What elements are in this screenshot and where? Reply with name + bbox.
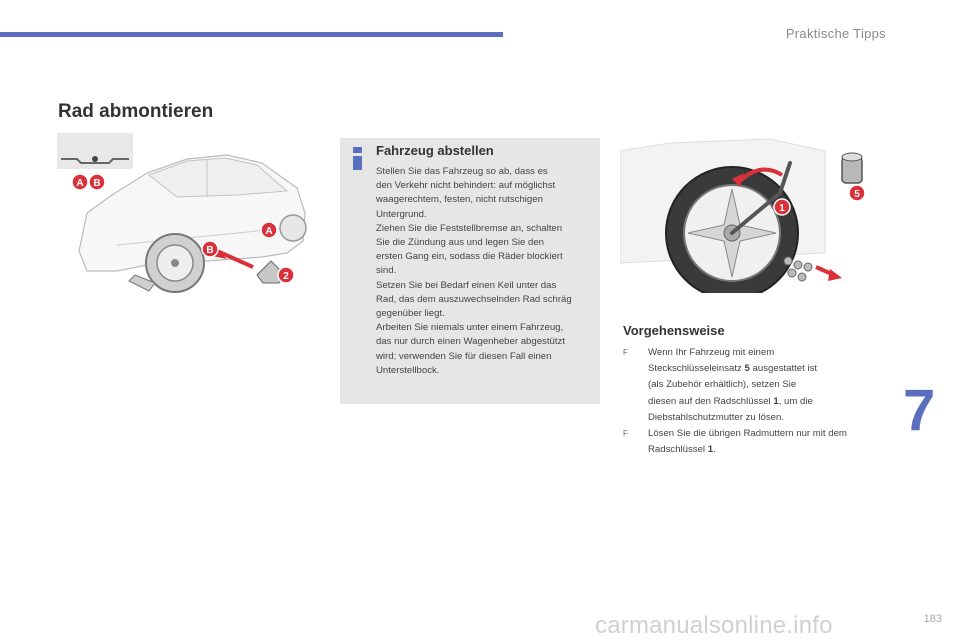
badge-label: 5 — [854, 189, 860, 200]
info-title: Fahrzeug abstellen — [376, 143, 494, 158]
info-body — [376, 165, 598, 378]
info-line: waagerechtem, festen, nicht rutschigen — [376, 194, 543, 206]
badge-label: 1 — [779, 203, 785, 214]
bullet-icon: F — [623, 429, 628, 439]
procedure-step — [623, 345, 893, 426]
procedure-step — [623, 426, 893, 458]
info-line: Arbeiten Sie niemals unter einem Fahrzeug, — [376, 322, 564, 334]
page-heading: Rad abmontieren — [58, 101, 214, 122]
badge-label: B — [93, 178, 101, 189]
info-line: Sie die Zündung aus und legen Sie den — [376, 237, 545, 249]
bullet-icon: F — [623, 348, 628, 357]
badge-label: A — [76, 178, 84, 189]
info-line: wird; verwenden Sie für diesen Fall einen — [376, 350, 552, 362]
step-line: diesen auf den Radschlüssel 1, um die — [648, 395, 813, 407]
badge-label: A — [265, 226, 273, 237]
info-line: Setzen Sie bei Bedarf einen Keil unter das — [376, 279, 557, 291]
step-line: (als Zubehör erhältlich), setzen Sie — [648, 379, 797, 391]
step-line: Diebstahlschutzmutter zu lösen. — [648, 411, 784, 423]
info-line: Ziehen Sie die Feststellbremse an, schalten — [376, 222, 563, 234]
info-line: Untergrund. — [376, 208, 427, 220]
info-line: Rad, das dem auszuwechselnden Rad schräg — [376, 293, 572, 305]
info-line: sind. — [376, 265, 397, 277]
step-line: Steckschlüsseleinsatz 5 ausgestattet ist — [648, 363, 818, 375]
chapter-number: 7 — [903, 378, 936, 443]
info-line: den Verkehr nicht behindert: auf möglichst — [376, 180, 556, 192]
car-jack-illustration — [57, 133, 317, 308]
info-line: Stellen Sie das Fahrzeug so ab, dass es — [376, 166, 548, 177]
info-line: gegenüber liegt. — [376, 308, 445, 320]
wheel-wrench-illustration — [620, 133, 878, 293]
procedure-list — [623, 345, 893, 458]
info-box — [340, 138, 600, 404]
info-line: Unterstellbock. — [376, 364, 440, 376]
section-title: Praktische Tipps — [785, 26, 886, 41]
watermark[interactable]: carmanualsonline.info — [595, 612, 833, 639]
info-line: ersten Gang ein, sodass die Räder blockiert — [376, 251, 563, 263]
header-accent-bar — [0, 32, 503, 37]
step-line: Lösen Sie die übrigen Radmuttern nur mit dem — [648, 428, 847, 440]
page-number: 183 — [923, 613, 942, 625]
badge-label: B — [206, 245, 214, 256]
info-line: das nur durch einen Wagenheber abgestützt — [376, 336, 565, 348]
procedure-title: Vorgehensweise — [623, 323, 725, 338]
step-line: Radschlüssel 1. — [648, 444, 716, 456]
badge-label: 2 — [283, 271, 289, 282]
info-icon — [353, 147, 362, 169]
step-line: Wenn Ihr Fahrzeug mit einem — [648, 347, 775, 358]
